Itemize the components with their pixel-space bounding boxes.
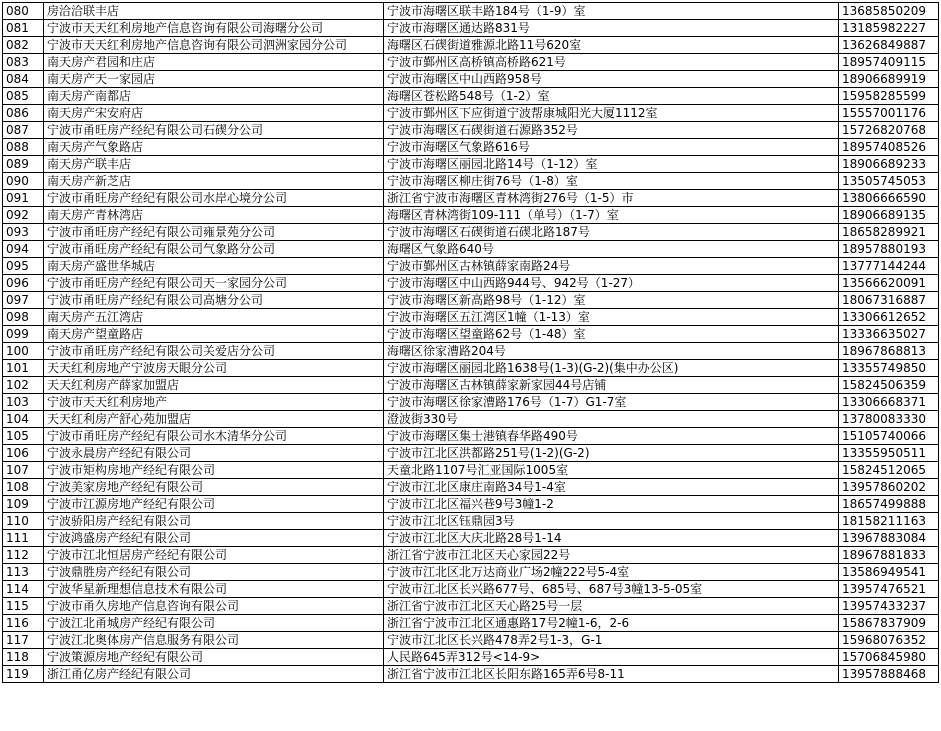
cell-number: 083 — [3, 54, 44, 71]
cell-number: 103 — [3, 394, 44, 411]
table-row — [3, 173, 939, 190]
cell-agency-name: 宁波华星新理想信息技术有限公司 — [44, 581, 384, 598]
table-row — [3, 632, 939, 649]
table-row — [3, 37, 939, 54]
cell-number: 100 — [3, 343, 44, 360]
cell-agency-name: 宁波市甬旺房产经纪有限公司水岸心境分公司 — [44, 190, 384, 207]
cell-agency-name: 宁波策源房地产经纪有限公司 — [44, 649, 384, 666]
cell-address: 海曙区石碶街道雅源北路11号620室 — [384, 37, 839, 54]
cell-agency-name: 南天房产南都店 — [44, 88, 384, 105]
cell-address: 浙江省宁波市江北区长阳东路165弄6号8-11 — [384, 666, 839, 683]
cell-agency-name: 南天房产宋安府店 — [44, 105, 384, 122]
cell-number: 082 — [3, 37, 44, 54]
cell-phone: 13336635027 — [839, 326, 939, 343]
cell-phone: 18658289921 — [839, 224, 939, 241]
table-row — [3, 309, 939, 326]
cell-agency-name: 宁波市甬旺房产经纪有限公司水木清华分公司 — [44, 428, 384, 445]
cell-number: 090 — [3, 173, 44, 190]
cell-number: 097 — [3, 292, 44, 309]
cell-address: 海曙区苍松路548号（1-2）室 — [384, 88, 839, 105]
cell-number: 118 — [3, 649, 44, 666]
cell-number: 113 — [3, 564, 44, 581]
cell-agency-name: 宁波市天天红利房地产信息咨询有限公司海曙分公司 — [44, 20, 384, 37]
cell-address: 海曙区徐家漕路204号 — [384, 343, 839, 360]
agency-table-body — [3, 3, 939, 683]
cell-agency-name: 宁波市天天红利房地产 — [44, 394, 384, 411]
cell-number: 114 — [3, 581, 44, 598]
cell-phone: 13566620091 — [839, 275, 939, 292]
table-row — [3, 105, 939, 122]
cell-agency-name: 浙江甬亿房产经纪有限公司 — [44, 666, 384, 683]
cell-phone: 13957476521 — [839, 581, 939, 598]
cell-phone: 18957408526 — [839, 139, 939, 156]
cell-number: 087 — [3, 122, 44, 139]
cell-phone: 15867837909 — [839, 615, 939, 632]
cell-number: 086 — [3, 105, 44, 122]
cell-address: 宁波市海曙区中山西路944号、942号（1-27） — [384, 275, 839, 292]
table-row — [3, 581, 939, 598]
cell-agency-name: 宁波市天天红利房地产信息咨询有限公司泗洲家园分公司 — [44, 37, 384, 54]
cell-number: 102 — [3, 377, 44, 394]
cell-agency-name: 宁波骄阳房产经纪有限公司 — [44, 513, 384, 530]
cell-number: 106 — [3, 445, 44, 462]
cell-phone: 18906689135 — [839, 207, 939, 224]
cell-agency-name: 天天红利房产舒心苑加盟店 — [44, 411, 384, 428]
table-row — [3, 20, 939, 37]
cell-number: 092 — [3, 207, 44, 224]
cell-agency-name: 南天房产联丰店 — [44, 156, 384, 173]
table-row — [3, 71, 939, 88]
cell-phone: 13355950511 — [839, 445, 939, 462]
cell-agency-name: 南天房产气象路店 — [44, 139, 384, 156]
cell-phone: 18957409115 — [839, 54, 939, 71]
cell-phone: 13967883084 — [839, 530, 939, 547]
table-row — [3, 496, 939, 513]
table-row — [3, 564, 939, 581]
cell-phone: 13185982227 — [839, 20, 939, 37]
cell-address: 浙江省宁波市海曙区青林湾街276号（1-5）市 — [384, 190, 839, 207]
cell-number: 091 — [3, 190, 44, 207]
cell-phone: 13957888468 — [839, 666, 939, 683]
cell-agency-name: 宁波市甬旺房产经纪有限公司天一家园分公司 — [44, 275, 384, 292]
cell-phone: 18967881833 — [839, 547, 939, 564]
cell-phone: 13586949541 — [839, 564, 939, 581]
cell-phone: 15557001176 — [839, 105, 939, 122]
cell-agency-name: 南天房产盛世华城店 — [44, 258, 384, 275]
table-row — [3, 530, 939, 547]
cell-address: 宁波市江北区长兴路677号、685号、687号3幢13-5-05室 — [384, 581, 839, 598]
cell-number: 117 — [3, 632, 44, 649]
cell-phone: 18957880193 — [839, 241, 939, 258]
cell-agency-name: 宁波鼎胜房产经纪有限公司 — [44, 564, 384, 581]
cell-address: 宁波市江北区长兴路478弄2号1-3，G-1 — [384, 632, 839, 649]
cell-agency-name: 天天红利房地产宁波房天眼分公司 — [44, 360, 384, 377]
cell-address: 人民路645弄312号<14-9> — [384, 649, 839, 666]
cell-phone: 15824512065 — [839, 462, 939, 479]
cell-agency-name: 宁波永晨房产经纪有限公司 — [44, 445, 384, 462]
cell-number: 104 — [3, 411, 44, 428]
cell-address: 宁波市海曙区通达路831号 — [384, 20, 839, 37]
cell-phone: 15968076352 — [839, 632, 939, 649]
cell-agency-name: 天天红利房产薛家加盟店 — [44, 377, 384, 394]
cell-phone: 13505745053 — [839, 173, 939, 190]
cell-agency-name: 宁波市甬旺房产经纪有限公司气象路分公司 — [44, 241, 384, 258]
table-row — [3, 649, 939, 666]
cell-address: 宁波市海曙区望童路62号（1-48）室 — [384, 326, 839, 343]
cell-address: 宁波市江北区北万达商业广场2幢222号5-4室 — [384, 564, 839, 581]
table-row — [3, 547, 939, 564]
cell-address: 宁波市海曙区徐家漕路176号（1-7）G1-7室 — [384, 394, 839, 411]
table-row — [3, 377, 939, 394]
cell-phone: 18067316887 — [839, 292, 939, 309]
cell-phone: 15726820768 — [839, 122, 939, 139]
cell-address: 浙江省宁波市江北区通惠路17号2幢1-6，2-6 — [384, 615, 839, 632]
cell-address: 宁波市海曙区丽园北路1638号(1-3)(G-2)(集中办公区) — [384, 360, 839, 377]
cell-address: 浙江省宁波市江北区天心家园22号 — [384, 547, 839, 564]
cell-phone: 13777144244 — [839, 258, 939, 275]
table-row — [3, 462, 939, 479]
cell-number: 089 — [3, 156, 44, 173]
cell-phone: 13957433237 — [839, 598, 939, 615]
table-row — [3, 666, 939, 683]
cell-agency-name: 宁波市江北恒居房产经纪有限公司 — [44, 547, 384, 564]
cell-number: 095 — [3, 258, 44, 275]
cell-phone: 18906689919 — [839, 71, 939, 88]
cell-number: 111 — [3, 530, 44, 547]
cell-agency-name: 宁波市甬旺房产经纪有限公司高塘分公司 — [44, 292, 384, 309]
table-row — [3, 207, 939, 224]
cell-number: 110 — [3, 513, 44, 530]
cell-address: 宁波市海曙区柳庄街76号（1-8）室 — [384, 173, 839, 190]
cell-address: 宁波市江北区大庆北路28号1-14 — [384, 530, 839, 547]
cell-agency-name: 南天房产五江湾店 — [44, 309, 384, 326]
cell-number: 098 — [3, 309, 44, 326]
table-row — [3, 326, 939, 343]
cell-agency-name: 宁波江北奥体房产信息服务有限公司 — [44, 632, 384, 649]
cell-address: 宁波市海曙区五江湾区1幢（1-13）室 — [384, 309, 839, 326]
cell-address: 宁波市海曙区中山西路958号 — [384, 71, 839, 88]
table-row — [3, 343, 939, 360]
cell-address: 宁波市海曙区石碶街道石源路352号 — [384, 122, 839, 139]
cell-phone: 13957860202 — [839, 479, 939, 496]
table-row — [3, 139, 939, 156]
cell-agency-name: 南天房产君园和庄店 — [44, 54, 384, 71]
cell-address: 宁波市海曙区古林镇薛家新家园44号店铺 — [384, 377, 839, 394]
table-row — [3, 88, 939, 105]
cell-number: 084 — [3, 71, 44, 88]
cell-phone: 15105740066 — [839, 428, 939, 445]
cell-address: 海曙区气象路640号 — [384, 241, 839, 258]
cell-number: 116 — [3, 615, 44, 632]
cell-number: 099 — [3, 326, 44, 343]
cell-number: 094 — [3, 241, 44, 258]
cell-number: 088 — [3, 139, 44, 156]
table-row — [3, 428, 939, 445]
cell-address: 宁波市海曙区集士港镇春华路490号 — [384, 428, 839, 445]
cell-address: 天童北路1107号汇亚国际1005室 — [384, 462, 839, 479]
cell-agency-name: 宁波江北甬城房产经纪有限公司 — [44, 615, 384, 632]
cell-number: 093 — [3, 224, 44, 241]
cell-phone: 13806666590 — [839, 190, 939, 207]
cell-address: 宁波市江北区康庄南路34号1-4室 — [384, 479, 839, 496]
cell-agency-name: 宁波市甬久房地产信息咨询有限公司 — [44, 598, 384, 615]
cell-phone: 18967868813 — [839, 343, 939, 360]
cell-phone: 18657499888 — [839, 496, 939, 513]
cell-phone: 13306668371 — [839, 394, 939, 411]
cell-address: 宁波市鄞州区下应街道宁波帮康城阳光大厦1112室 — [384, 105, 839, 122]
cell-address: 宁波市海曙区丽园北路14号（1-12）室 — [384, 156, 839, 173]
cell-agency-name: 南天房产新芝店 — [44, 173, 384, 190]
table-row — [3, 445, 939, 462]
cell-address: 海曙区青林湾街109-111（单号）（1-7）室 — [384, 207, 839, 224]
cell-agency-name: 房洽洽联丰店 — [44, 3, 384, 20]
table-row — [3, 190, 939, 207]
cell-address: 宁波市鄞州区高桥镇高桥路621号 — [384, 54, 839, 71]
table-row — [3, 224, 939, 241]
cell-number: 096 — [3, 275, 44, 292]
cell-number: 112 — [3, 547, 44, 564]
table-row — [3, 360, 939, 377]
cell-number: 101 — [3, 360, 44, 377]
cell-agency-name: 宁波市江源房地产经纪有限公司 — [44, 496, 384, 513]
cell-number: 105 — [3, 428, 44, 445]
cell-address: 宁波市海曙区石碶街道石碶北路187号 — [384, 224, 839, 241]
cell-address: 宁波市江北区福兴巷9号3幢1-2 — [384, 496, 839, 513]
cell-number: 107 — [3, 462, 44, 479]
cell-agency-name: 南天房产天一家园店 — [44, 71, 384, 88]
cell-phone: 13685850209 — [839, 3, 939, 20]
cell-phone: 13780083330 — [839, 411, 939, 428]
cell-agency-name: 宁波鸿盛房产经纪有限公司 — [44, 530, 384, 547]
agency-table — [2, 2, 939, 683]
table-row — [3, 241, 939, 258]
table-row — [3, 258, 939, 275]
cell-number: 119 — [3, 666, 44, 683]
cell-phone: 18906689233 — [839, 156, 939, 173]
table-row — [3, 292, 939, 309]
table-row — [3, 3, 939, 20]
cell-number: 080 — [3, 3, 44, 20]
cell-address: 澄波街330号 — [384, 411, 839, 428]
cell-agency-name: 宁波市矩构房地产经纪有限公司 — [44, 462, 384, 479]
cell-phone: 15824506359 — [839, 377, 939, 394]
cell-number: 081 — [3, 20, 44, 37]
table-row — [3, 54, 939, 71]
cell-number: 115 — [3, 598, 44, 615]
cell-number: 109 — [3, 496, 44, 513]
cell-phone: 15958285599 — [839, 88, 939, 105]
cell-phone: 13355749850 — [839, 360, 939, 377]
cell-agency-name: 南天房产青林湾店 — [44, 207, 384, 224]
cell-address: 宁波市鄞州区古林镇薛家南路24号 — [384, 258, 839, 275]
cell-agency-name: 宁波美家房地产经纪有限公司 — [44, 479, 384, 496]
cell-address: 宁波市江北区钰鼎园3号 — [384, 513, 839, 530]
table-row — [3, 411, 939, 428]
table-row — [3, 479, 939, 496]
table-row — [3, 394, 939, 411]
cell-address: 宁波市海曙区气象路616号 — [384, 139, 839, 156]
cell-phone: 15706845980 — [839, 649, 939, 666]
table-row — [3, 156, 939, 173]
cell-agency-name: 宁波市甬旺房产经纪有限公司石碶分公司 — [44, 122, 384, 139]
table-row — [3, 513, 939, 530]
cell-agency-name: 宁波市甬旺房产经纪有限公司雍景苑分公司 — [44, 224, 384, 241]
cell-address: 宁波市江北区洪都路251号(1-2)(G-2) — [384, 445, 839, 462]
table-row — [3, 598, 939, 615]
cell-address: 宁波市海曙区新高路98号（1-12）室 — [384, 292, 839, 309]
cell-address: 宁波市海曙区联丰路184号（1-9）室 — [384, 3, 839, 20]
cell-agency-name: 南天房产望童路店 — [44, 326, 384, 343]
cell-address: 浙江省宁波市江北区天心路25号一层 — [384, 598, 839, 615]
cell-agency-name: 宁波市甬旺房产经纪有限公司关爱店分公司 — [44, 343, 384, 360]
cell-phone: 13306612652 — [839, 309, 939, 326]
table-row — [3, 122, 939, 139]
cell-number: 108 — [3, 479, 44, 496]
cell-phone: 18158211163 — [839, 513, 939, 530]
cell-phone: 13626849887 — [839, 37, 939, 54]
cell-number: 085 — [3, 88, 44, 105]
table-row — [3, 615, 939, 632]
table-row — [3, 275, 939, 292]
